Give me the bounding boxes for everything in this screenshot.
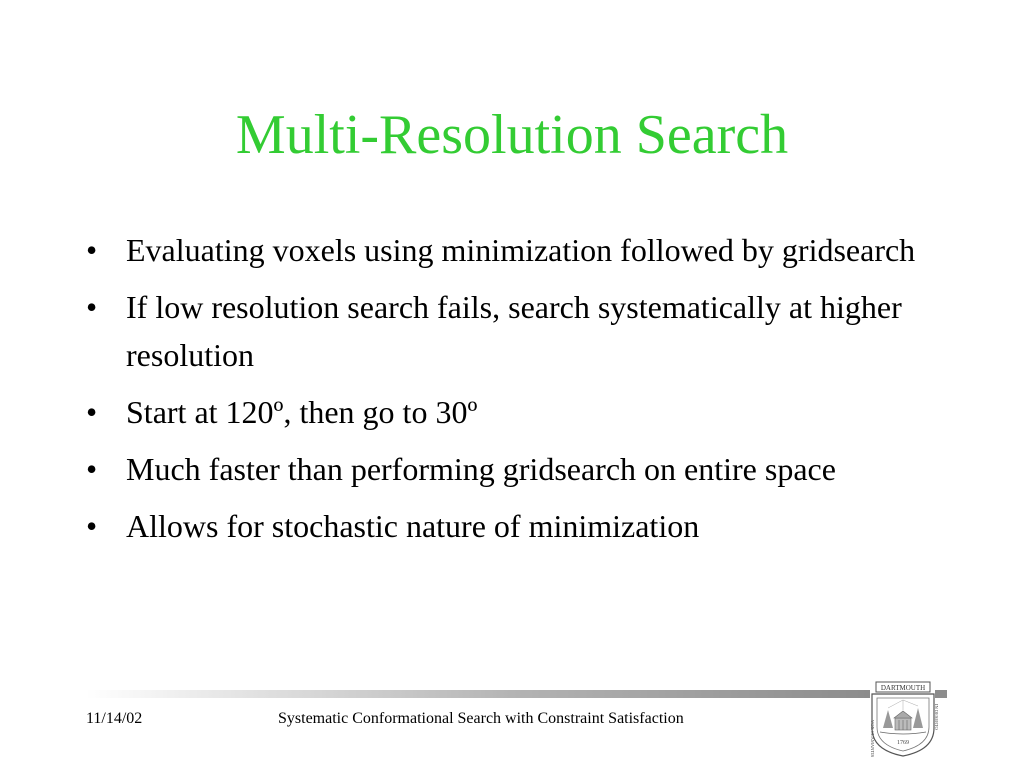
list-item bbox=[86, 226, 966, 274]
bullet-text: Allows for stochastic nature of minimization bbox=[126, 508, 700, 544]
bullet-text: If low resolution search fails, search systematically at higher resolution bbox=[126, 289, 902, 373]
bullet-icon: • bbox=[86, 508, 98, 544]
dartmouth-seal-icon bbox=[868, 680, 938, 758]
bullet-icon: • bbox=[86, 451, 98, 487]
bullet-icon: • bbox=[86, 289, 98, 325]
list-item bbox=[86, 445, 966, 493]
footer-date: 11/14/02 bbox=[86, 710, 143, 727]
bullet-icon: • bbox=[86, 394, 98, 430]
bullet-icon: • bbox=[86, 232, 98, 268]
svg-text:DARTMOUTH: DARTMOUTH bbox=[880, 684, 926, 692]
svg-text:IN DESERTO: IN DESERTO bbox=[934, 704, 939, 730]
list-item bbox=[86, 502, 966, 550]
svg-text:VOX CLAMANTIS: VOX CLAMANTIS bbox=[870, 720, 875, 758]
footer-divider bbox=[86, 690, 870, 698]
footer-title: Systematic Conformational Search with Constraint Satisfaction bbox=[278, 710, 684, 727]
svg-text:1769: 1769 bbox=[897, 740, 909, 746]
bullet-text: Evaluating voxels using minimization followed by gridsearch bbox=[126, 232, 916, 268]
list-item bbox=[86, 283, 966, 379]
bullet-list bbox=[86, 226, 966, 559]
bullet-text: Much faster than performing gridsearch on entire space bbox=[126, 451, 836, 487]
slide-title: Multi-Resolution Search bbox=[235, 104, 789, 166]
list-item bbox=[86, 388, 966, 436]
bullet-text: Start at 120º, then go to 30º bbox=[126, 394, 478, 430]
